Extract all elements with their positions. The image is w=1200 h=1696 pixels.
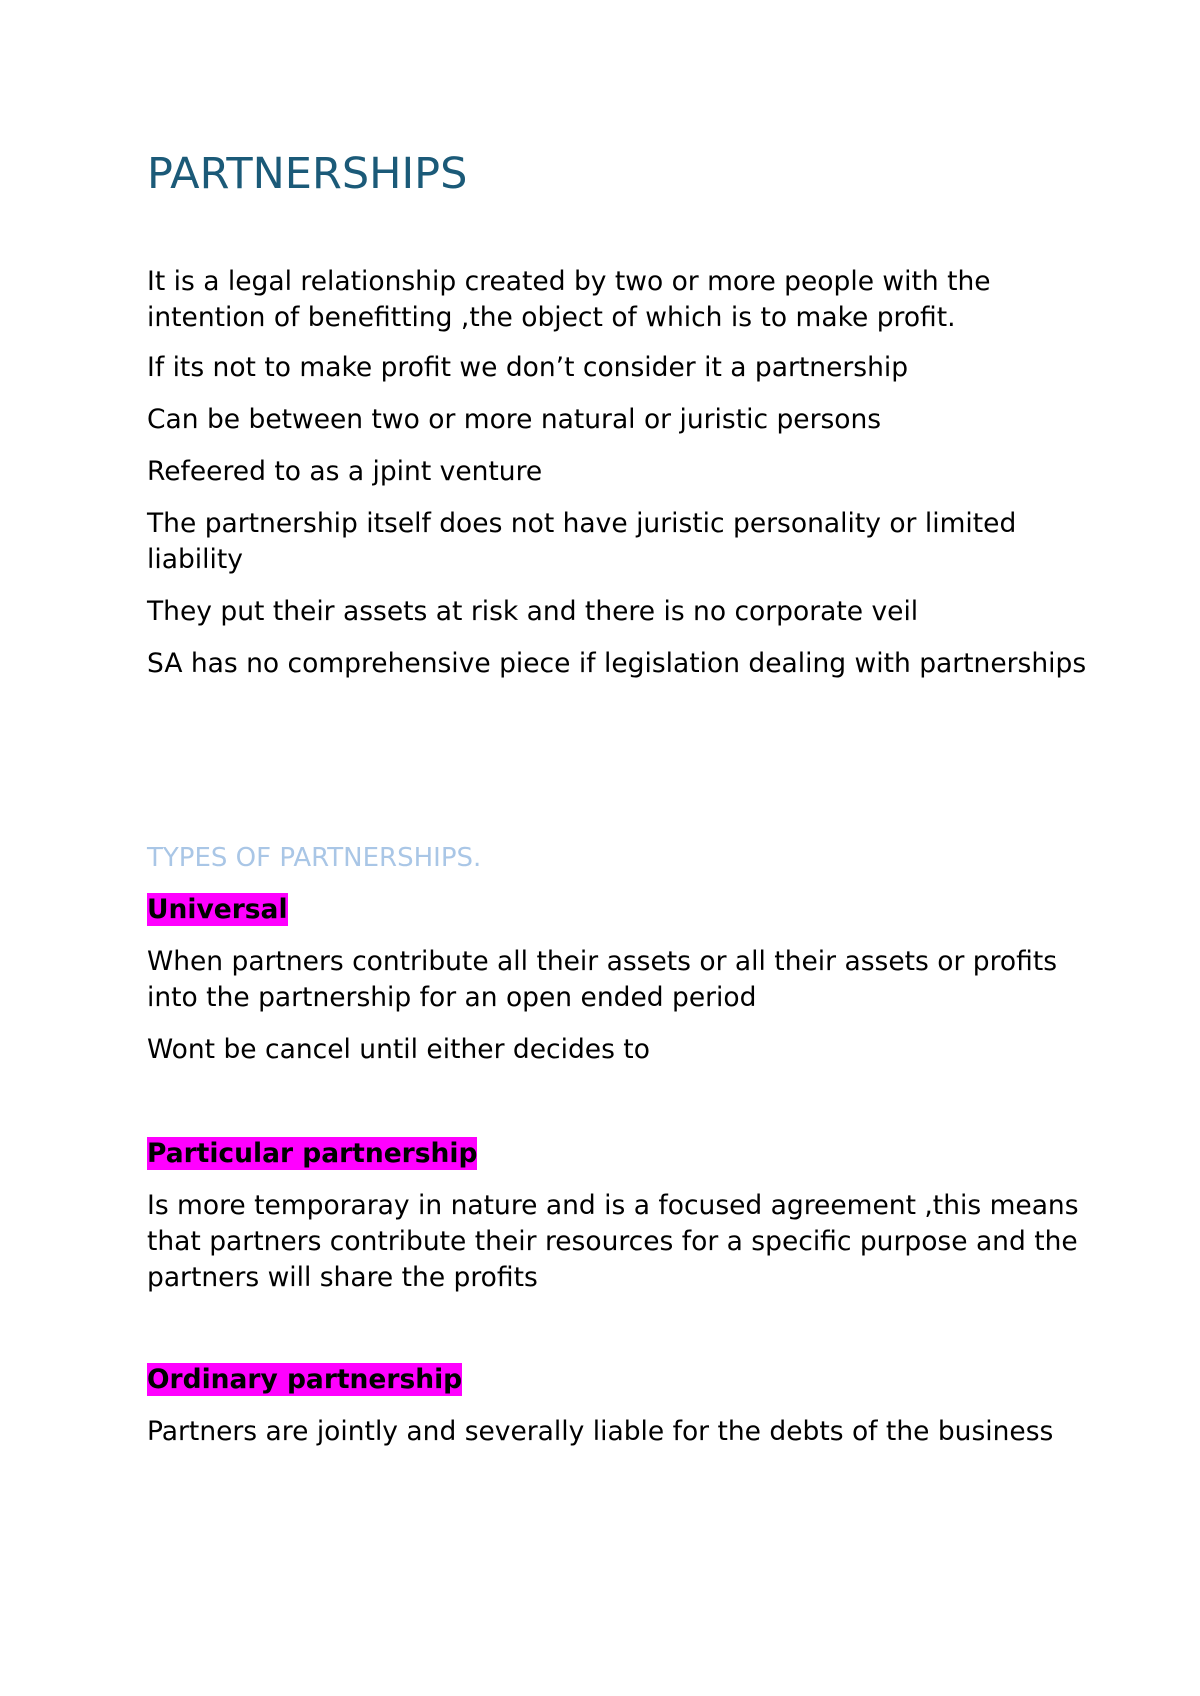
particular-paragraph-1: Is more temporaray in nature and is a focused agreement ,this means that partners contribute their resources for a specific purpose and the partners will share the profits xyxy=(147,1190,1079,1293)
universal-paragraph-1: When partners contribute all their assets or all their assets or profits into the partnership for an open ended period xyxy=(147,946,1058,1013)
intro-paragraph-1: It is a legal relationship created by two or more people with the intention of benefitting ,the object of which is to make profit. xyxy=(147,266,991,333)
intro-paragraph-6: They put their assets at risk and there is no corporate veil xyxy=(147,596,919,627)
intro-paragraph-3: Can be between two or more natural or juristic persons xyxy=(147,404,882,435)
intro-paragraph-7: SA has no comprehensive piece if legislation dealing with partnerships xyxy=(147,648,1087,679)
ordinary-paragraph-1: Partners are jointly and severally liable for the debts of the business xyxy=(147,1416,1054,1447)
section-heading-particular xyxy=(147,1136,477,1172)
universal-paragraph-2: Wont be cancel until either decides to xyxy=(147,1034,650,1065)
highlighted-heading-text: Ordinary partnership xyxy=(147,1364,463,1395)
page-title: PARTNERSHIPS xyxy=(147,149,468,199)
section-heading-ordinary xyxy=(147,1362,462,1398)
intro-paragraph-4: Refeered to as a jpint venture xyxy=(147,456,543,487)
intro-paragraph-5: The partnership itself does not have juristic personality or limited liability xyxy=(147,508,1017,575)
highlighted-heading-text: Particular partnership xyxy=(147,1138,478,1169)
intro-paragraph-2: If its not to make profit we don’t consider it a partnership xyxy=(147,352,909,383)
section-heading-universal xyxy=(147,892,288,928)
highlighted-heading-text: Universal xyxy=(147,894,288,925)
types-heading: TYPES OF PARTNERSHIPS. xyxy=(147,843,482,873)
